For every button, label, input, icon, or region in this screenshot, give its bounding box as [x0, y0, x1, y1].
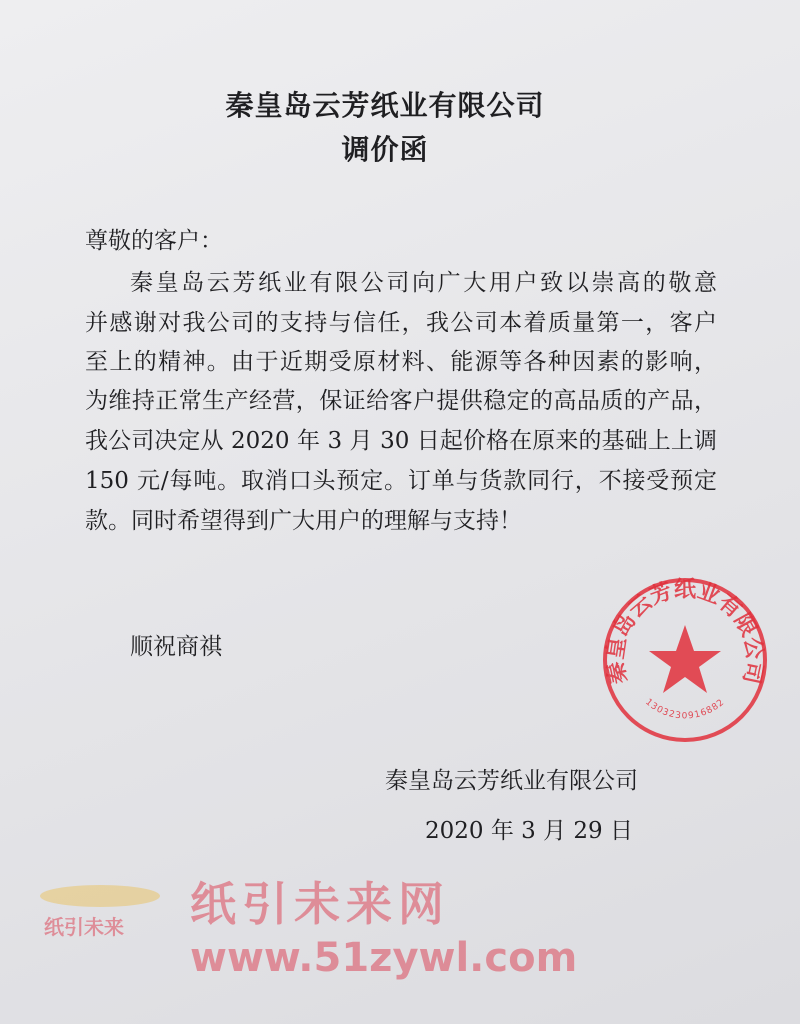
star-icon [649, 625, 721, 693]
signature-date: 2020 年 3 月 29 日 [425, 818, 633, 844]
greeting: 尊敬的客户： [85, 228, 223, 254]
watermark-logo [40, 885, 160, 941]
logo-swoosh [40, 885, 160, 907]
watermark-url: www.51zywl.com [190, 935, 578, 981]
body-line: 至上的精神。由于近期受原材料、能源等各种因素的影响， [85, 349, 717, 375]
watermark-logo-text: 纸引未来 [44, 915, 124, 939]
company-title: 秦皇岛云芳纸业有限公司 [225, 89, 545, 122]
company-seal [600, 575, 770, 745]
seal-number: 1303230916882 [643, 697, 727, 722]
watermark-name: 纸引未来网 [190, 877, 450, 931]
body-line: 款。同时希望得到广大用户的理解与支持！ [85, 508, 522, 534]
document-title: 调价函 [341, 133, 429, 166]
signature-company: 秦皇岛云芳纸业有限公司 [385, 768, 638, 794]
body-line: 为维持正常生产经营，保证给客户提供稳定的高品质的产品， [85, 388, 717, 414]
body-line: 我公司决定从 2020 年 3 月 30 日起价格在原来的基础上上调 [85, 428, 717, 454]
body-line: 150 元/每吨。取消口头预定。订单与货款同行，不接受预定 [85, 468, 717, 494]
svg-text:1303230916882 [643, 697, 727, 721]
body-line: 秦皇岛云芳纸业有限公司向广大用户致以崇高的敬意 [130, 270, 717, 296]
seal-text: 秦皇岛云芳纸业有限公司 [603, 577, 767, 686]
body-line: 并感谢对我公司的支持与信任，我公司本着质量第一，客户 [85, 310, 717, 336]
closing: 顺祝商祺 [130, 634, 222, 660]
